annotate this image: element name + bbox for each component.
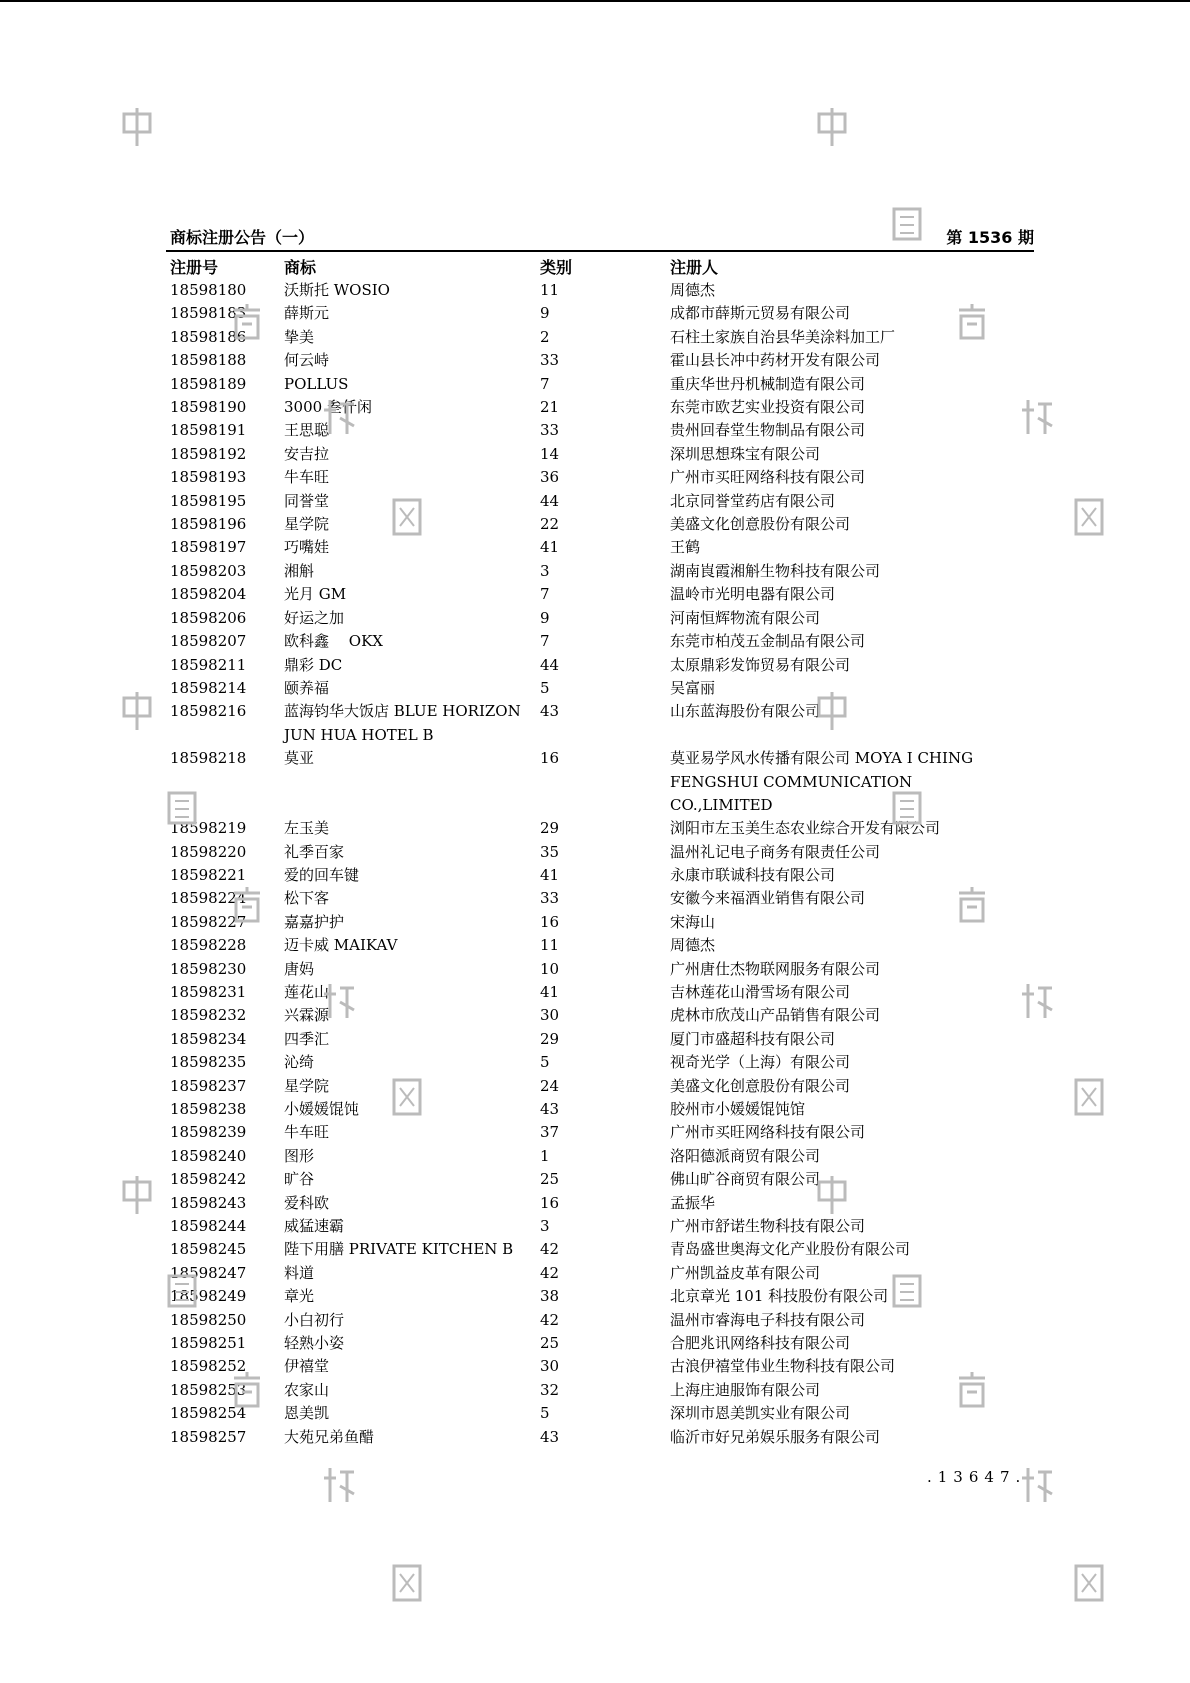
class-number: 33 xyxy=(540,351,560,370)
trademark-name: 牛车旺 xyxy=(284,1123,330,1142)
registrant: 安徽今来福酒业销售有限公司 xyxy=(670,889,866,908)
reg-number: 18598191 xyxy=(170,421,247,440)
table-row xyxy=(170,1309,1034,1332)
trademark-name: 爱科欧 xyxy=(284,1193,330,1212)
table-row xyxy=(170,958,1034,981)
class-number: 24 xyxy=(540,1076,560,1095)
reg-number: 18598197 xyxy=(170,538,247,557)
col-header-mark: 商标 xyxy=(284,258,317,277)
registrant: 莫亚易学风水传播有限公司 MOYA I CHING FENGSHUI COMMUNICATION CO.,LIMITED xyxy=(670,749,974,814)
col-header-reg-no: 注册号 xyxy=(170,258,219,277)
registrant: 临沂市好兄弟娱乐服务有限公司 xyxy=(670,1427,881,1446)
watermark-icon xyxy=(1072,496,1106,538)
header-rule xyxy=(166,250,1034,252)
trademark-name: 鼎彩 DC xyxy=(284,655,343,674)
watermark-icon xyxy=(230,1368,264,1410)
table-row xyxy=(170,349,1034,372)
table-row xyxy=(170,864,1034,887)
reg-number: 18598214 xyxy=(170,678,247,697)
table-row xyxy=(170,443,1034,466)
reg-number: 18598242 xyxy=(170,1170,247,1189)
trademark-name: 爱的回车键 xyxy=(284,865,360,884)
class-number: 43 xyxy=(540,1427,560,1446)
class-number: 33 xyxy=(540,421,560,440)
table-row xyxy=(170,466,1034,489)
trademark-name: 星学院 xyxy=(284,515,330,534)
reg-number: 18598207 xyxy=(170,632,247,651)
watermark-icon xyxy=(322,980,356,1022)
class-number: 29 xyxy=(540,819,560,838)
trademark-name: 蓝海钧华大饭店 BLUE HORIZON JUN HUA HOTEL B xyxy=(284,702,521,744)
class-number: 36 xyxy=(540,468,560,487)
table-row xyxy=(170,1075,1034,1098)
table-row xyxy=(170,1098,1034,1121)
class-number: 2 xyxy=(540,327,550,346)
reg-number: 18598235 xyxy=(170,1053,247,1072)
registrant: 石柱土家族自治县华美涂料加工厂 xyxy=(670,327,896,346)
watermark-icon xyxy=(165,1270,199,1312)
class-number: 5 xyxy=(540,1404,550,1423)
reg-number: 18598216 xyxy=(170,702,247,721)
issue-number: 第 1536 期 xyxy=(946,228,1034,247)
reg-number: 18598192 xyxy=(170,444,247,463)
reg-number: 18598186 xyxy=(170,327,247,346)
trademark-name: 左玉美 xyxy=(284,819,330,838)
table-row xyxy=(170,1238,1034,1261)
registrant: 洛阳德派商贸有限公司 xyxy=(670,1146,821,1165)
table-row xyxy=(170,1028,1034,1051)
class-number: 42 xyxy=(540,1240,560,1259)
reg-number: 18598238 xyxy=(170,1100,247,1118)
watermark-icon xyxy=(1072,1562,1106,1604)
reg-number: 18598234 xyxy=(170,1029,247,1048)
reg-number: 18598247 xyxy=(170,1263,247,1282)
reg-number: 18598244 xyxy=(170,1217,247,1236)
registrant: 北京章光 101 科技股份有限公司 xyxy=(670,1287,889,1306)
table-row xyxy=(170,934,1034,957)
reg-number: 18598254 xyxy=(170,1404,247,1423)
trademark-name: 巧嘴娃 xyxy=(284,538,330,557)
class-number: 41 xyxy=(540,982,560,1001)
registrant: 视奇光学（上海）有限公司 xyxy=(670,1053,851,1072)
class-number: 5 xyxy=(540,678,550,697)
registrant: 温州礼记电子商务有限责任公司 xyxy=(670,842,881,861)
trademark-name: 莫亚 xyxy=(284,749,315,768)
reg-number: 18598251 xyxy=(170,1334,247,1353)
class-number: 1 xyxy=(540,1146,550,1165)
class-number: 29 xyxy=(540,1029,560,1048)
class-number: 42 xyxy=(540,1310,560,1329)
trademark-name: 薛斯元 xyxy=(284,304,330,323)
class-number: 3 xyxy=(540,1217,550,1236)
table-row xyxy=(170,1332,1034,1355)
registrant: 霍山县长冲中药材开发有限公司 xyxy=(670,351,881,370)
class-number: 44 xyxy=(540,491,560,510)
reg-number: 18598250 xyxy=(170,1310,247,1329)
reg-number: 18598203 xyxy=(170,561,247,580)
reg-number: 18598243 xyxy=(170,1193,247,1212)
registrant: 广州凯益皮革有限公司 xyxy=(670,1263,821,1282)
table-row xyxy=(170,911,1034,934)
registrant: 北京同誉堂药店有限公司 xyxy=(670,491,836,510)
trademark-name: 光月 GM xyxy=(284,585,347,604)
trademark-name: 章光 xyxy=(284,1287,315,1306)
table-row xyxy=(170,841,1034,864)
watermark-icon xyxy=(815,106,849,148)
registrant: 贵州回春堂生物制品有限公司 xyxy=(670,421,866,440)
class-number: 30 xyxy=(540,1357,560,1376)
class-number: 7 xyxy=(540,374,550,393)
watermark-icon xyxy=(230,883,264,925)
registrant: 深圳市恩美凯实业有限公司 xyxy=(670,1404,851,1423)
trademark-name: 轻熟小姿 xyxy=(284,1334,345,1353)
watermark-icon xyxy=(120,690,154,732)
reg-number: 18598232 xyxy=(170,1006,247,1025)
registrant: 胶州市小媛媛馄饨馆 xyxy=(670,1100,806,1118)
class-number: 11 xyxy=(540,936,560,955)
table-row xyxy=(170,419,1034,442)
watermark-icon xyxy=(815,690,849,732)
class-number: 38 xyxy=(540,1287,560,1306)
trademark-name: 大苑兄弟鱼醋 xyxy=(284,1427,375,1446)
trademark-name: 小媛媛馄饨 xyxy=(284,1100,360,1118)
page-title: 商标注册公告（一） xyxy=(170,228,315,247)
reg-number: 18598190 xyxy=(170,398,247,417)
trademark-name: 安吉拉 xyxy=(284,444,330,463)
class-number: 33 xyxy=(540,889,560,908)
class-number: 7 xyxy=(540,585,550,604)
watermark-icon xyxy=(815,1174,849,1216)
registrant: 东莞市柏茂五金制品有限公司 xyxy=(670,632,866,651)
table-row xyxy=(170,560,1034,583)
watermark-icon xyxy=(955,883,989,925)
watermark-icon xyxy=(1020,396,1054,438)
page-number: .13647. xyxy=(927,1468,1027,1486)
class-number: 32 xyxy=(540,1380,560,1399)
trademark-name: 挚美 xyxy=(284,327,315,346)
registrant: 重庆华世丹机械制造有限公司 xyxy=(670,374,866,393)
class-number: 42 xyxy=(540,1263,560,1282)
class-number: 44 xyxy=(540,655,560,674)
registrant: 周德杰 xyxy=(670,936,716,955)
registrant: 温州市睿海电子科技有限公司 xyxy=(670,1310,866,1329)
trademark-name: 同誉堂 xyxy=(284,491,330,510)
trademark-name: 迈卡威 MAIKAV xyxy=(284,936,398,955)
watermark-icon xyxy=(120,1174,154,1216)
table-row xyxy=(170,1051,1034,1074)
registrant: 孟振华 xyxy=(670,1193,716,1212)
registrant: 吴富丽 xyxy=(670,678,716,697)
reg-number: 18598237 xyxy=(170,1076,247,1095)
trademark-name: 嘉嘉护护 xyxy=(284,912,345,931)
reg-number: 18598221 xyxy=(170,865,247,884)
watermark-icon xyxy=(1072,1076,1106,1118)
reg-number: 18598257 xyxy=(170,1427,247,1446)
table-row xyxy=(170,583,1034,606)
trademark-name: 何云峙 xyxy=(284,351,330,370)
watermark-icon xyxy=(955,300,989,342)
registrant: 佛山旷谷商贸有限公司 xyxy=(670,1170,821,1189)
table-row xyxy=(170,513,1034,536)
registrant: 广州市买旺网络科技有限公司 xyxy=(670,1123,866,1142)
reg-number: 18598230 xyxy=(170,959,247,978)
registrant: 上海庄迪服饰有限公司 xyxy=(670,1380,821,1399)
class-number: 41 xyxy=(540,865,560,884)
reg-number: 18598189 xyxy=(170,374,247,393)
trademark-name: 好运之加 xyxy=(284,608,345,627)
trademark-name: 小白初行 xyxy=(284,1310,345,1329)
reg-number: 18598180 xyxy=(170,281,247,299)
reg-number: 18598227 xyxy=(170,912,247,931)
trademark-name: POLLUS xyxy=(284,374,349,393)
table-row xyxy=(170,1426,1034,1449)
trademark-name: 王思聪 xyxy=(284,421,330,440)
reg-number: 18598231 xyxy=(170,982,247,1001)
trademark-name: 沃斯托 WOSIO xyxy=(284,281,390,299)
registrant: 深圳思想珠宝有限公司 xyxy=(670,444,821,463)
reg-number: 18598211 xyxy=(170,655,247,674)
class-number: 3 xyxy=(540,561,550,580)
table-row xyxy=(170,1145,1034,1168)
registrant: 美盛文化创意股份有限公司 xyxy=(670,1076,851,1095)
column-headers xyxy=(170,255,1034,279)
table-row xyxy=(170,630,1034,653)
reg-number: 18598219 xyxy=(170,819,247,838)
trademark-name: 农家山 xyxy=(284,1380,330,1399)
registrant: 浏阳市左玉美生态农业综合开发有限公司 xyxy=(670,819,941,838)
trademark-name: 陛下用膳 PRIVATE KITCHEN B xyxy=(284,1240,514,1259)
class-number: 21 xyxy=(540,398,560,417)
watermark-icon xyxy=(890,787,924,829)
table-row xyxy=(170,279,1034,302)
trademark-name: 旷谷 xyxy=(284,1170,315,1189)
class-number: 37 xyxy=(540,1123,560,1142)
watermark-icon xyxy=(120,106,154,148)
watermark-icon xyxy=(890,1270,924,1312)
registrant: 古浪伊禧堂伟业生物科技有限公司 xyxy=(670,1357,896,1376)
registrant: 湖南崀霞湘斛生物科技有限公司 xyxy=(670,561,881,580)
watermark-icon xyxy=(390,1076,424,1118)
table-row xyxy=(170,1168,1034,1191)
trademark-name: 湘斛 xyxy=(284,561,315,580)
trademark-name: 恩美凯 xyxy=(284,1404,330,1423)
reg-number: 18598206 xyxy=(170,608,247,627)
table-row xyxy=(170,1215,1034,1238)
registrant: 王鹤 xyxy=(670,538,701,557)
class-number: 25 xyxy=(540,1170,560,1189)
class-number: 14 xyxy=(540,444,560,463)
table-row xyxy=(170,607,1034,630)
reg-number: 18598224 xyxy=(170,889,247,908)
trademark-name: 礼季百家 xyxy=(284,842,345,861)
reg-number: 18598204 xyxy=(170,585,247,604)
class-number: 5 xyxy=(540,1053,550,1072)
registrant: 吉林莲花山滑雪场有限公司 xyxy=(670,982,851,1001)
reg-number: 18598240 xyxy=(170,1146,247,1165)
reg-number: 18598220 xyxy=(170,842,247,861)
trademark-name: 莲花山 xyxy=(284,982,330,1001)
class-number: 25 xyxy=(540,1334,560,1353)
reg-number: 18598249 xyxy=(170,1287,247,1306)
class-number: 10 xyxy=(540,959,560,978)
table-row xyxy=(170,1402,1034,1425)
reg-number: 18598183 xyxy=(170,304,247,323)
class-number: 16 xyxy=(540,749,560,768)
registrant: 虎林市欣茂山产品销售有限公司 xyxy=(670,1006,881,1025)
class-number: 9 xyxy=(540,608,550,627)
table-row xyxy=(170,326,1034,349)
reg-number: 18598245 xyxy=(170,1240,247,1259)
table-row xyxy=(170,536,1034,559)
trademark-name: 威猛速霸 xyxy=(284,1217,345,1236)
class-number: 43 xyxy=(540,1100,560,1118)
watermark-icon xyxy=(230,300,264,342)
registrant: 成都市薛斯元贸易有限公司 xyxy=(670,304,851,323)
reg-number: 18598196 xyxy=(170,515,247,534)
reg-number: 18598188 xyxy=(170,351,247,370)
registrant: 宋海山 xyxy=(670,912,716,931)
class-number: 7 xyxy=(540,632,550,651)
table-row xyxy=(170,887,1034,910)
registrant: 山东蓝海股份有限公司 xyxy=(670,702,821,721)
registrant: 温岭市光明电器有限公司 xyxy=(670,585,836,604)
reg-number: 18598218 xyxy=(170,749,247,768)
reg-number: 18598253 xyxy=(170,1380,247,1399)
registrant: 广州市买旺网络科技有限公司 xyxy=(670,468,866,487)
table-row xyxy=(170,373,1034,396)
col-header-owner: 注册人 xyxy=(670,258,719,277)
trademark-name: 欧科鑫 OKX xyxy=(284,632,383,651)
class-number: 16 xyxy=(540,1193,560,1212)
watermark-icon xyxy=(890,203,924,245)
reg-number: 18598195 xyxy=(170,491,247,510)
table-row xyxy=(170,677,1034,700)
registrant: 青岛盛世奥海文化产业股份有限公司 xyxy=(670,1240,911,1259)
watermark-icon xyxy=(390,1562,424,1604)
table-row xyxy=(170,981,1034,1004)
trademark-name: 松下客 xyxy=(284,889,330,908)
registrant: 厦门市盛超科技有限公司 xyxy=(670,1029,836,1048)
trademark-name: 3000 叁仟闲 xyxy=(284,398,372,417)
registrant: 东莞市欧艺实业投资有限公司 xyxy=(670,398,866,417)
watermark-icon xyxy=(165,787,199,829)
class-number: 30 xyxy=(540,1006,560,1025)
class-number: 16 xyxy=(540,912,560,931)
table-row xyxy=(170,490,1034,513)
watermark-icon xyxy=(955,1368,989,1410)
table-row xyxy=(170,302,1034,325)
class-number: 22 xyxy=(540,515,560,534)
trademark-name: 沁绮 xyxy=(284,1053,315,1072)
registrant: 永康市联诚科技有限公司 xyxy=(670,865,836,884)
reg-number: 18598193 xyxy=(170,468,247,487)
col-header-class: 类别 xyxy=(540,258,573,277)
class-number: 43 xyxy=(540,702,560,721)
registrant: 周德杰 xyxy=(670,281,716,299)
table-row xyxy=(170,1121,1034,1144)
watermark-icon xyxy=(1020,980,1054,1022)
trademark-name: 颐养福 xyxy=(284,678,330,697)
trademark-name: 料道 xyxy=(284,1263,315,1282)
registrant: 河南恒辉物流有限公司 xyxy=(670,608,821,627)
trademark-name: 四季汇 xyxy=(284,1029,330,1048)
trademark-name: 图形 xyxy=(284,1146,315,1165)
registrant: 广州市舒诺生物科技有限公司 xyxy=(670,1217,866,1236)
trademark-name: 唐妈 xyxy=(284,959,315,978)
top-border-line xyxy=(0,0,1190,2)
reg-number: 18598252 xyxy=(170,1357,247,1376)
watermark-icon xyxy=(322,396,356,438)
reg-number: 18598239 xyxy=(170,1123,247,1142)
registrant: 太原鼎彩发饰贸易有限公司 xyxy=(670,655,851,674)
trademark-name: 星学院 xyxy=(284,1076,330,1095)
class-number: 9 xyxy=(540,304,550,323)
table-row xyxy=(170,654,1034,677)
table-row xyxy=(170,1355,1034,1378)
reg-number: 18598228 xyxy=(170,936,247,955)
trademark-name: 兴霖源 xyxy=(284,1006,330,1025)
class-number: 41 xyxy=(540,538,560,557)
registrant: 广州唐仕杰物联网服务有限公司 xyxy=(670,959,881,978)
registrant: 美盛文化创意股份有限公司 xyxy=(670,515,851,534)
watermark-icon xyxy=(390,496,424,538)
watermark-icon xyxy=(322,1464,356,1506)
table-row xyxy=(170,700,1034,747)
table-row xyxy=(170,1004,1034,1027)
table-row xyxy=(170,1379,1034,1402)
watermark-icon xyxy=(1020,1464,1054,1506)
registrant: 合肥兆讯网络科技有限公司 xyxy=(670,1334,851,1353)
class-number: 35 xyxy=(540,842,560,861)
trademark-name: 伊禧堂 xyxy=(284,1357,330,1376)
trademark-name: 牛车旺 xyxy=(284,468,330,487)
table-row xyxy=(170,1192,1034,1215)
class-number: 11 xyxy=(540,281,560,299)
table-row xyxy=(170,396,1034,419)
